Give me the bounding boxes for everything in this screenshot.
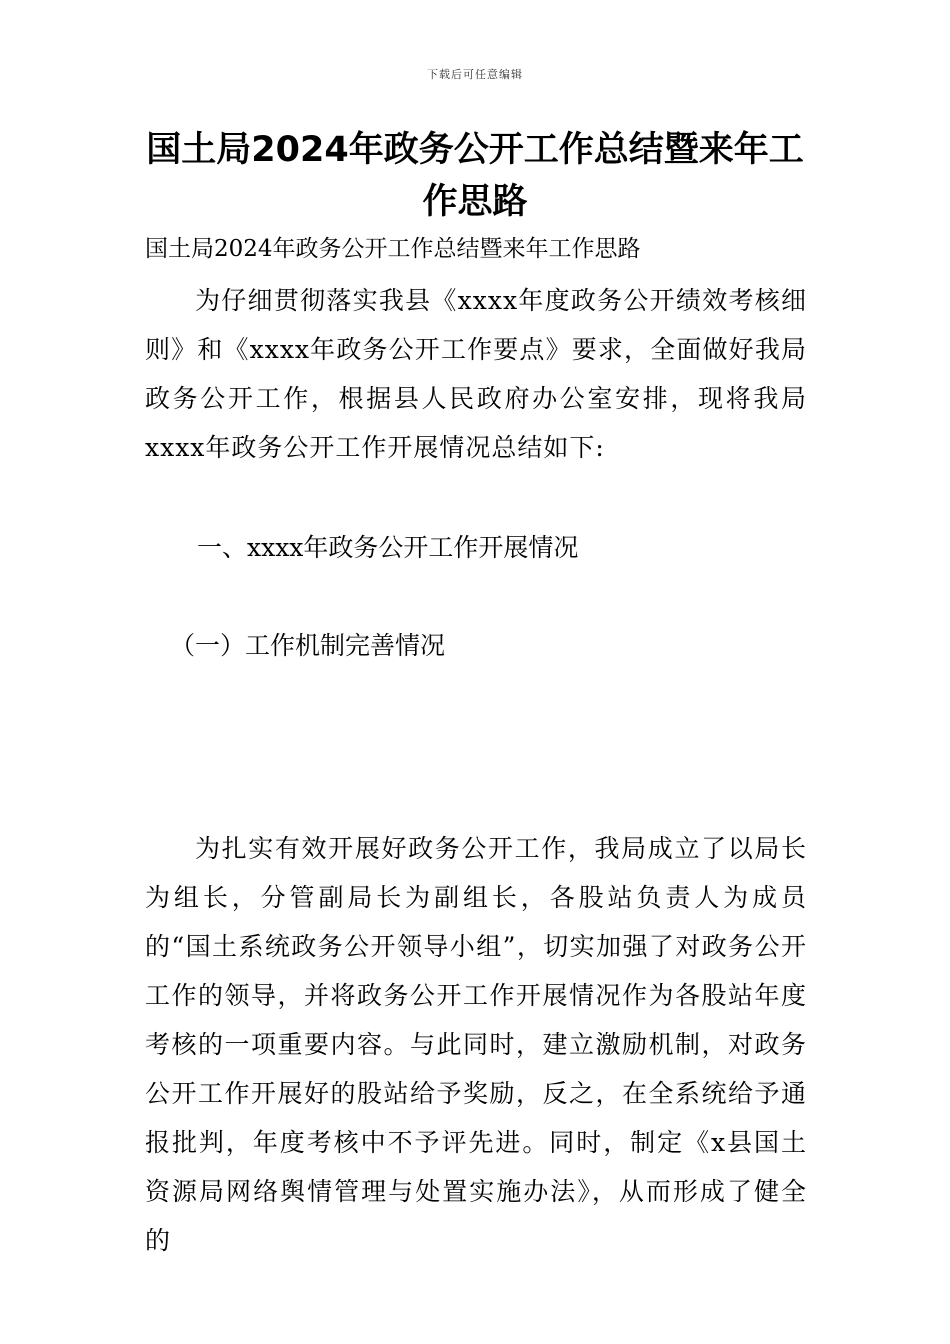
intro-paragraph: 为仔细贯彻落实我县《xxxx年度政务公开绩效考核细则》和《xxxx年政务公开工作要点》要求，全面做好我局政务公开工作，根据县人民政府办公室安排，现将我局xxxx年政务公开工作开展情况总结如下:: [145, 286, 807, 462]
subsection-heading: （一）工作机制完善情况: [170, 631, 446, 660]
body-paragraph: 为扎实有效开展好政务公开工作，我局成立了以局长为组长，分管副局长为副组长，各股站负责人为成员的“国土系统政务公开领导小组”，切实加强了对政务公开工作的领导，并将政务公开工作开展情况作为各股站年度考核的一项重要内容。与此同时，建立激励机制，对政务公开工作开展好的股站给予奖励，反之，在全系统给予通报批判，年度考核中不予评先进。同时，制定《x县国土资源局网络舆情管理与处置实施办法》，从而形成了健全的: [145, 834, 807, 1255]
document-subtitle: 国土局2024年政务公开工作总结暨来年工作思路: [145, 236, 641, 262]
document-title: 国土局2024年政务公开工作总结暨来年工作思路: [146, 130, 804, 222]
section-heading: 一、xxxx年政务公开工作开展情况: [197, 533, 579, 562]
header-note: 下载后可任意编辑: [427, 68, 523, 81]
